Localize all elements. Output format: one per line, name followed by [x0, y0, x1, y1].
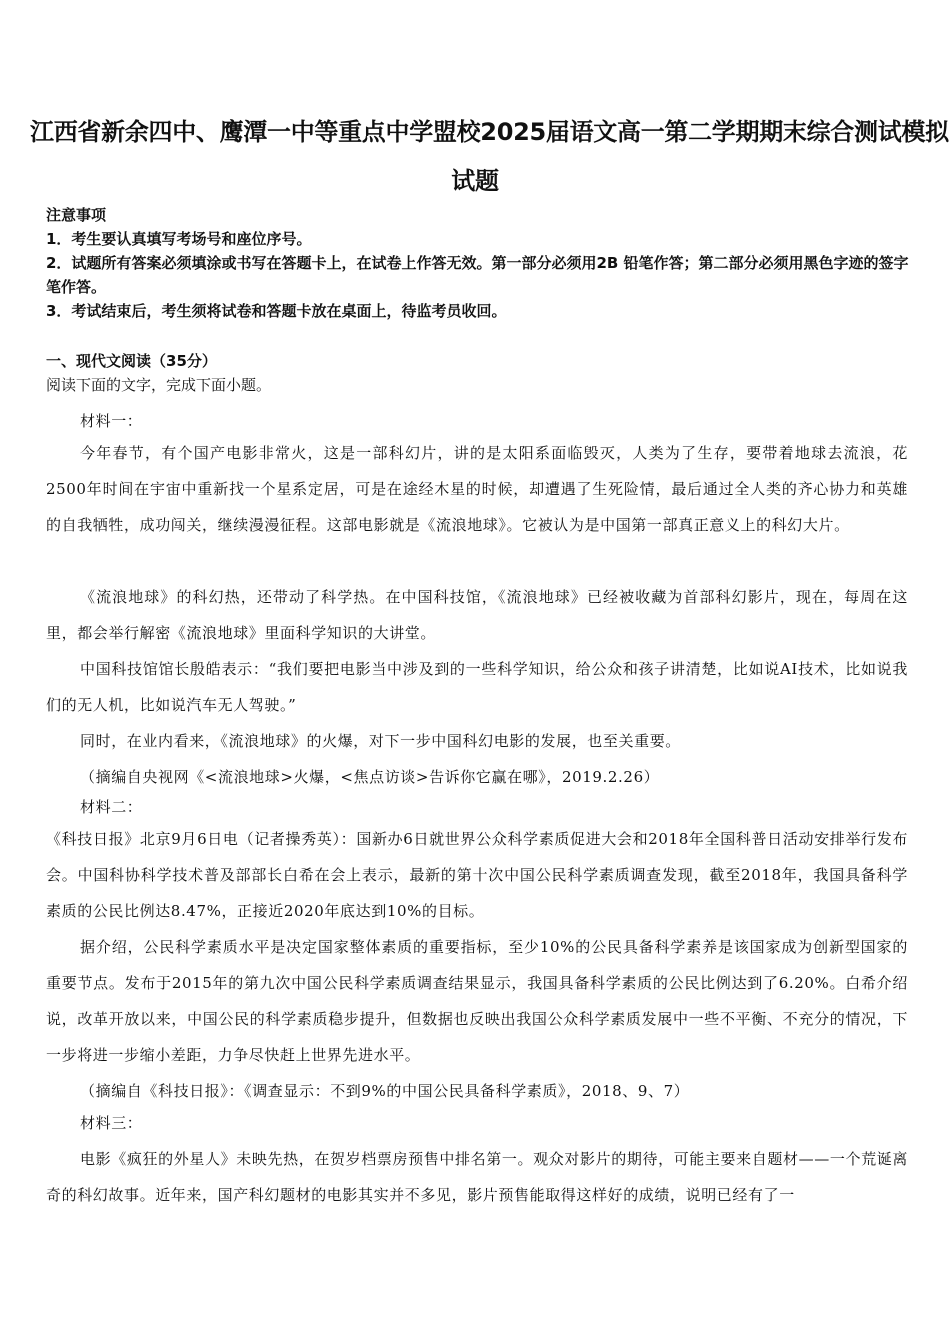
material-2-paragraph-1: 《科技日报》北京9月6日电（记者操秀英）：国新办6日就世界公众科学素质促进大会和2018年全国科普日活动安排举行发布会。中国科协科学技术普及部部长白希在会上表示，最新的第十次中国公民科学素质调查发现，截至2018年，我国具备科学素质的公民比例达8.47%，正接近2020年底达到10%的目标。	[46, 830, 908, 920]
material-1-paragraph-2: 《流浪地球》的科幻热，还带动了科学热。在中国科技馆，《流浪地球》已经被收藏为首部科幻影片，现在，每周在这里，都会举行解密《流浪地球》里面科学知识的大讲堂。	[46, 588, 908, 642]
notice-item-1: 1．考生要认真填写考场号和座位序号。	[46, 230, 312, 248]
notice-heading: 注意事项	[46, 206, 107, 224]
material-3-label: 材料三：	[80, 1114, 143, 1132]
section-instruction: 阅读下面的文字，完成下面小题。	[46, 376, 272, 394]
notice-item-2: 2．试题所有答案必须填涂或书写在答题卡上，在试卷上作答无效。第一部分必须用2B 铅笔作答；第二部分必须用黑色字迹的签字笔作答。	[46, 254, 909, 296]
exam-title: 江西省新余四中、鹰潭一中等重点中学盟校2025届语文高一第二学期期末综合测试模拟	[30, 118, 949, 146]
material-1-paragraph-3: 中国科技馆馆长殷皓表示：“我们要把电影当中涉及到的一些科学知识，给公众和孩子讲清楚，比如说AI技术，比如说我们的无人机，比如说汽车无人驾驶。”	[46, 660, 908, 714]
section-heading: 一、现代文阅读（35分）	[46, 352, 217, 370]
material-1-paragraph-1: 今年春节，有个国产电影非常火，这是一部科幻片，讲的是太阳系面临毁灭，人类为了生存，要带着地球去流浪，花2500年时间在宇宙中重新找一个星系定居，可是在途经木星的时候，却遭遇了生死险情，最后通过全人类的齐心协力和英雄的自我牺牲，成功闯关，继续漫漫征程。这部电影就是《流浪地球》。它被认为是中国第一部真正意义上的科幻大片。	[46, 444, 908, 534]
material-2-paragraph-2: 据介绍，公民科学素质水平是决定国家整体素质的重要指标，至少10%的公民具备科学素养是该国家成为创新型国家的重要节点。发布于2015年的第九次中国公民科学素质调查结果显示，我国具备科学素质的公民比例达到了6.20%。白希介绍说，改革开放以来，中国公民的科学素质稳步提升，但数据也反映出我国公众科学素质发展中一些不平衡、不充分的情况，下一步将进一步缩小差距，力争尽快赶上世界先进水平。	[46, 938, 908, 1064]
material-2-label: 材料二：	[80, 798, 143, 816]
notice-item-3: 3．考试结束后，考生须将试卷和答题卡放在桌面上，待监考员收回。	[46, 302, 507, 320]
material-1-source: （摘编自央视网《<流浪地球>火爆，<焦点访谈>告诉你它赢在哪》，2019.2.26）	[80, 768, 660, 786]
exam-title-continued: 试题	[451, 167, 499, 195]
material-2-source: （摘编自《科技日报》：《调查显示：不到9%的中国公民具备科学素质》，2018、9、7）	[80, 1082, 690, 1100]
material-1-label: 材料一：	[80, 412, 143, 430]
material-3-paragraph-1: 电影《疯狂的外星人》未映先热，在贺岁档票房预售中排名第一。观众对影片的期待，可能主要来自题材——一个荒诞离奇的科幻故事。近年来，国产科幻题材的电影其实并不多见，影片预售能取得这样好的成绩，说明已经有了一	[46, 1150, 908, 1204]
material-1-paragraph-4: 同时，在业内看来，《流浪地球》的火爆，对下一步中国科幻电影的发展，也至关重要。	[80, 732, 681, 750]
